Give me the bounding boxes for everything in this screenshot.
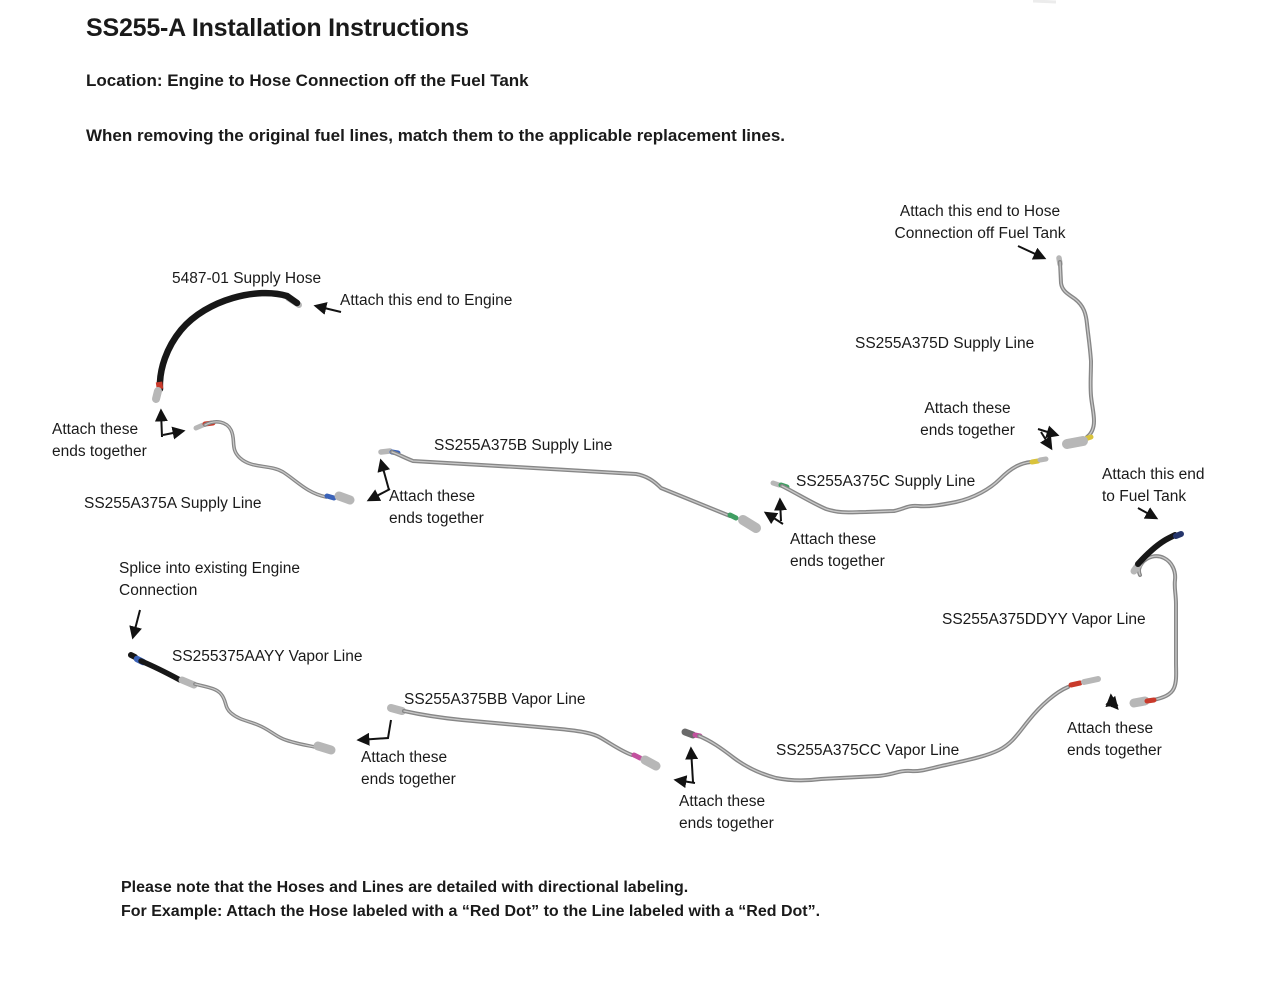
line-bb-left-fitting bbox=[391, 708, 402, 711]
callout-attach-together-hose-a: Attach these ends together bbox=[52, 421, 147, 460]
label-vapor-line-bb: SS255A375BB Vapor Line bbox=[404, 691, 586, 708]
line-ddyy-darkblue-tip bbox=[1176, 534, 1181, 536]
supply-line-d-path bbox=[1060, 262, 1094, 437]
supply-hose-5487-path bbox=[160, 293, 297, 389]
callout-attach-together-b-c: Attach these ends together bbox=[790, 531, 885, 570]
line-cc-right-fitting bbox=[1084, 679, 1098, 682]
arrow-d-fitting bbox=[1038, 429, 1057, 435]
line-c-right-tip bbox=[1040, 459, 1046, 460]
callout-attach-together-cc-ddyy: Attach these ends together bbox=[1067, 720, 1162, 759]
line-b-right-fitting bbox=[743, 520, 756, 528]
line-c-left-tip bbox=[773, 483, 779, 485]
arrow-a-left-end bbox=[163, 431, 183, 435]
label-supply-line-a: SS255A375A Supply Line bbox=[84, 495, 262, 512]
callout-attach-together-bb-cc: Attach these ends together bbox=[679, 793, 774, 832]
arrow-to-fuel-tank bbox=[1138, 508, 1156, 518]
line-b-left-tip bbox=[381, 451, 390, 452]
hose-bottom-fitting bbox=[156, 391, 158, 399]
arrow-aayy-right-end bbox=[359, 720, 391, 740]
callout-attach-together-aayy-bb: Attach these ends together bbox=[361, 749, 456, 788]
supply-hose-5487 bbox=[156, 293, 299, 399]
line-aayy-dark-tip bbox=[131, 655, 135, 657]
vapor-line-cc-path bbox=[699, 687, 1068, 780]
vapor-line-aayy bbox=[131, 655, 331, 750]
label-vapor-line-ddyy: SS255A375DDYY Vapor Line bbox=[942, 611, 1146, 628]
line-aayy-mid-fitting bbox=[182, 680, 194, 685]
callout-arrows bbox=[133, 246, 1156, 783]
line-aayy-right-fitting bbox=[318, 746, 331, 750]
supply-line-a-highlight bbox=[205, 422, 326, 497]
callout-attach-engine: Attach this end to Engine bbox=[340, 292, 513, 309]
arrow-hose-bottom-end bbox=[161, 411, 162, 437]
footer-note-1: Please note that the Hoses and Lines are detailed with directional labeling. bbox=[121, 879, 689, 896]
scan-artifact bbox=[1033, 1, 1056, 2]
vapor-line-aayy-path bbox=[195, 684, 315, 747]
supply-line-a-path bbox=[205, 422, 326, 497]
line-ddyy-red-band bbox=[1147, 700, 1154, 701]
arrow-splice bbox=[133, 610, 140, 637]
arrow-a-right-end bbox=[369, 489, 390, 500]
line-bb-right-fitting bbox=[645, 760, 656, 766]
label-supply-line-c: SS255A375C Supply Line bbox=[796, 473, 976, 490]
line-bb-pink-band bbox=[634, 755, 640, 758]
callout-attach-together-a-b: Attach these ends together bbox=[389, 488, 484, 527]
line-cc-red-band bbox=[1071, 683, 1080, 685]
footer-note-2: For Example: Attach the Hose labeled with a “Red Dot” to the Line labeled with a “Red Dot”. bbox=[121, 903, 821, 920]
label-vapor-line-cc: SS255A375CC Vapor Line bbox=[776, 742, 960, 759]
vapor-line-cc bbox=[685, 679, 1098, 780]
callout-attach-together-d: Attach these ends together bbox=[920, 400, 1015, 439]
label-supply-line-d: SS255A375D Supply Line bbox=[855, 335, 1035, 352]
arrow-b-left-end bbox=[381, 461, 389, 490]
page-title: SS255-A Installation Instructions bbox=[86, 14, 469, 42]
supply-line-d bbox=[1059, 258, 1094, 444]
arrow-to-hose-connection bbox=[1018, 246, 1044, 258]
label-vapor-line-aayy: SS255375AAYY Vapor Line bbox=[172, 648, 363, 665]
supply-line-a bbox=[196, 422, 350, 500]
line-a-right-fitting bbox=[339, 496, 350, 500]
callout-attach-hose-connection: Attach this end to Hose Connection off Fuel Tank bbox=[894, 203, 1066, 242]
line-d-bottom-fitting bbox=[1067, 441, 1083, 444]
arrow-c-left-end bbox=[780, 500, 781, 521]
arrow-to-engine bbox=[316, 306, 341, 312]
callout-attach-fuel-tank: Attach this end to Fuel Tank bbox=[1102, 466, 1205, 505]
label-supply-hose: 5487-01 Supply Hose bbox=[172, 270, 322, 287]
line-cc-left-fitting bbox=[685, 732, 693, 735]
arrow-cc-left-end bbox=[691, 749, 693, 782]
arrow-c-right-end bbox=[1041, 432, 1051, 448]
callout-splice-engine: Splice into existing Engine Connection bbox=[119, 560, 300, 599]
label-supply-line-b: SS255A375B Supply Line bbox=[434, 437, 613, 454]
location-subtitle: Location: Engine to Hose Connection off the Fuel Tank bbox=[86, 71, 529, 90]
line-a-left-tip bbox=[196, 425, 203, 428]
line-a-blue-band bbox=[327, 496, 334, 498]
line-b-green-band bbox=[730, 515, 736, 518]
line-c-yellow-band bbox=[1032, 461, 1038, 462]
line-ddyy-bottom-fitting bbox=[1134, 701, 1145, 703]
removal-note: When removing the original fuel lines, match them to the applicable replacement lines. bbox=[86, 126, 786, 145]
vapor-line-aayy-highlight bbox=[195, 684, 315, 747]
vapor-line-cc-highlight bbox=[699, 687, 1068, 780]
